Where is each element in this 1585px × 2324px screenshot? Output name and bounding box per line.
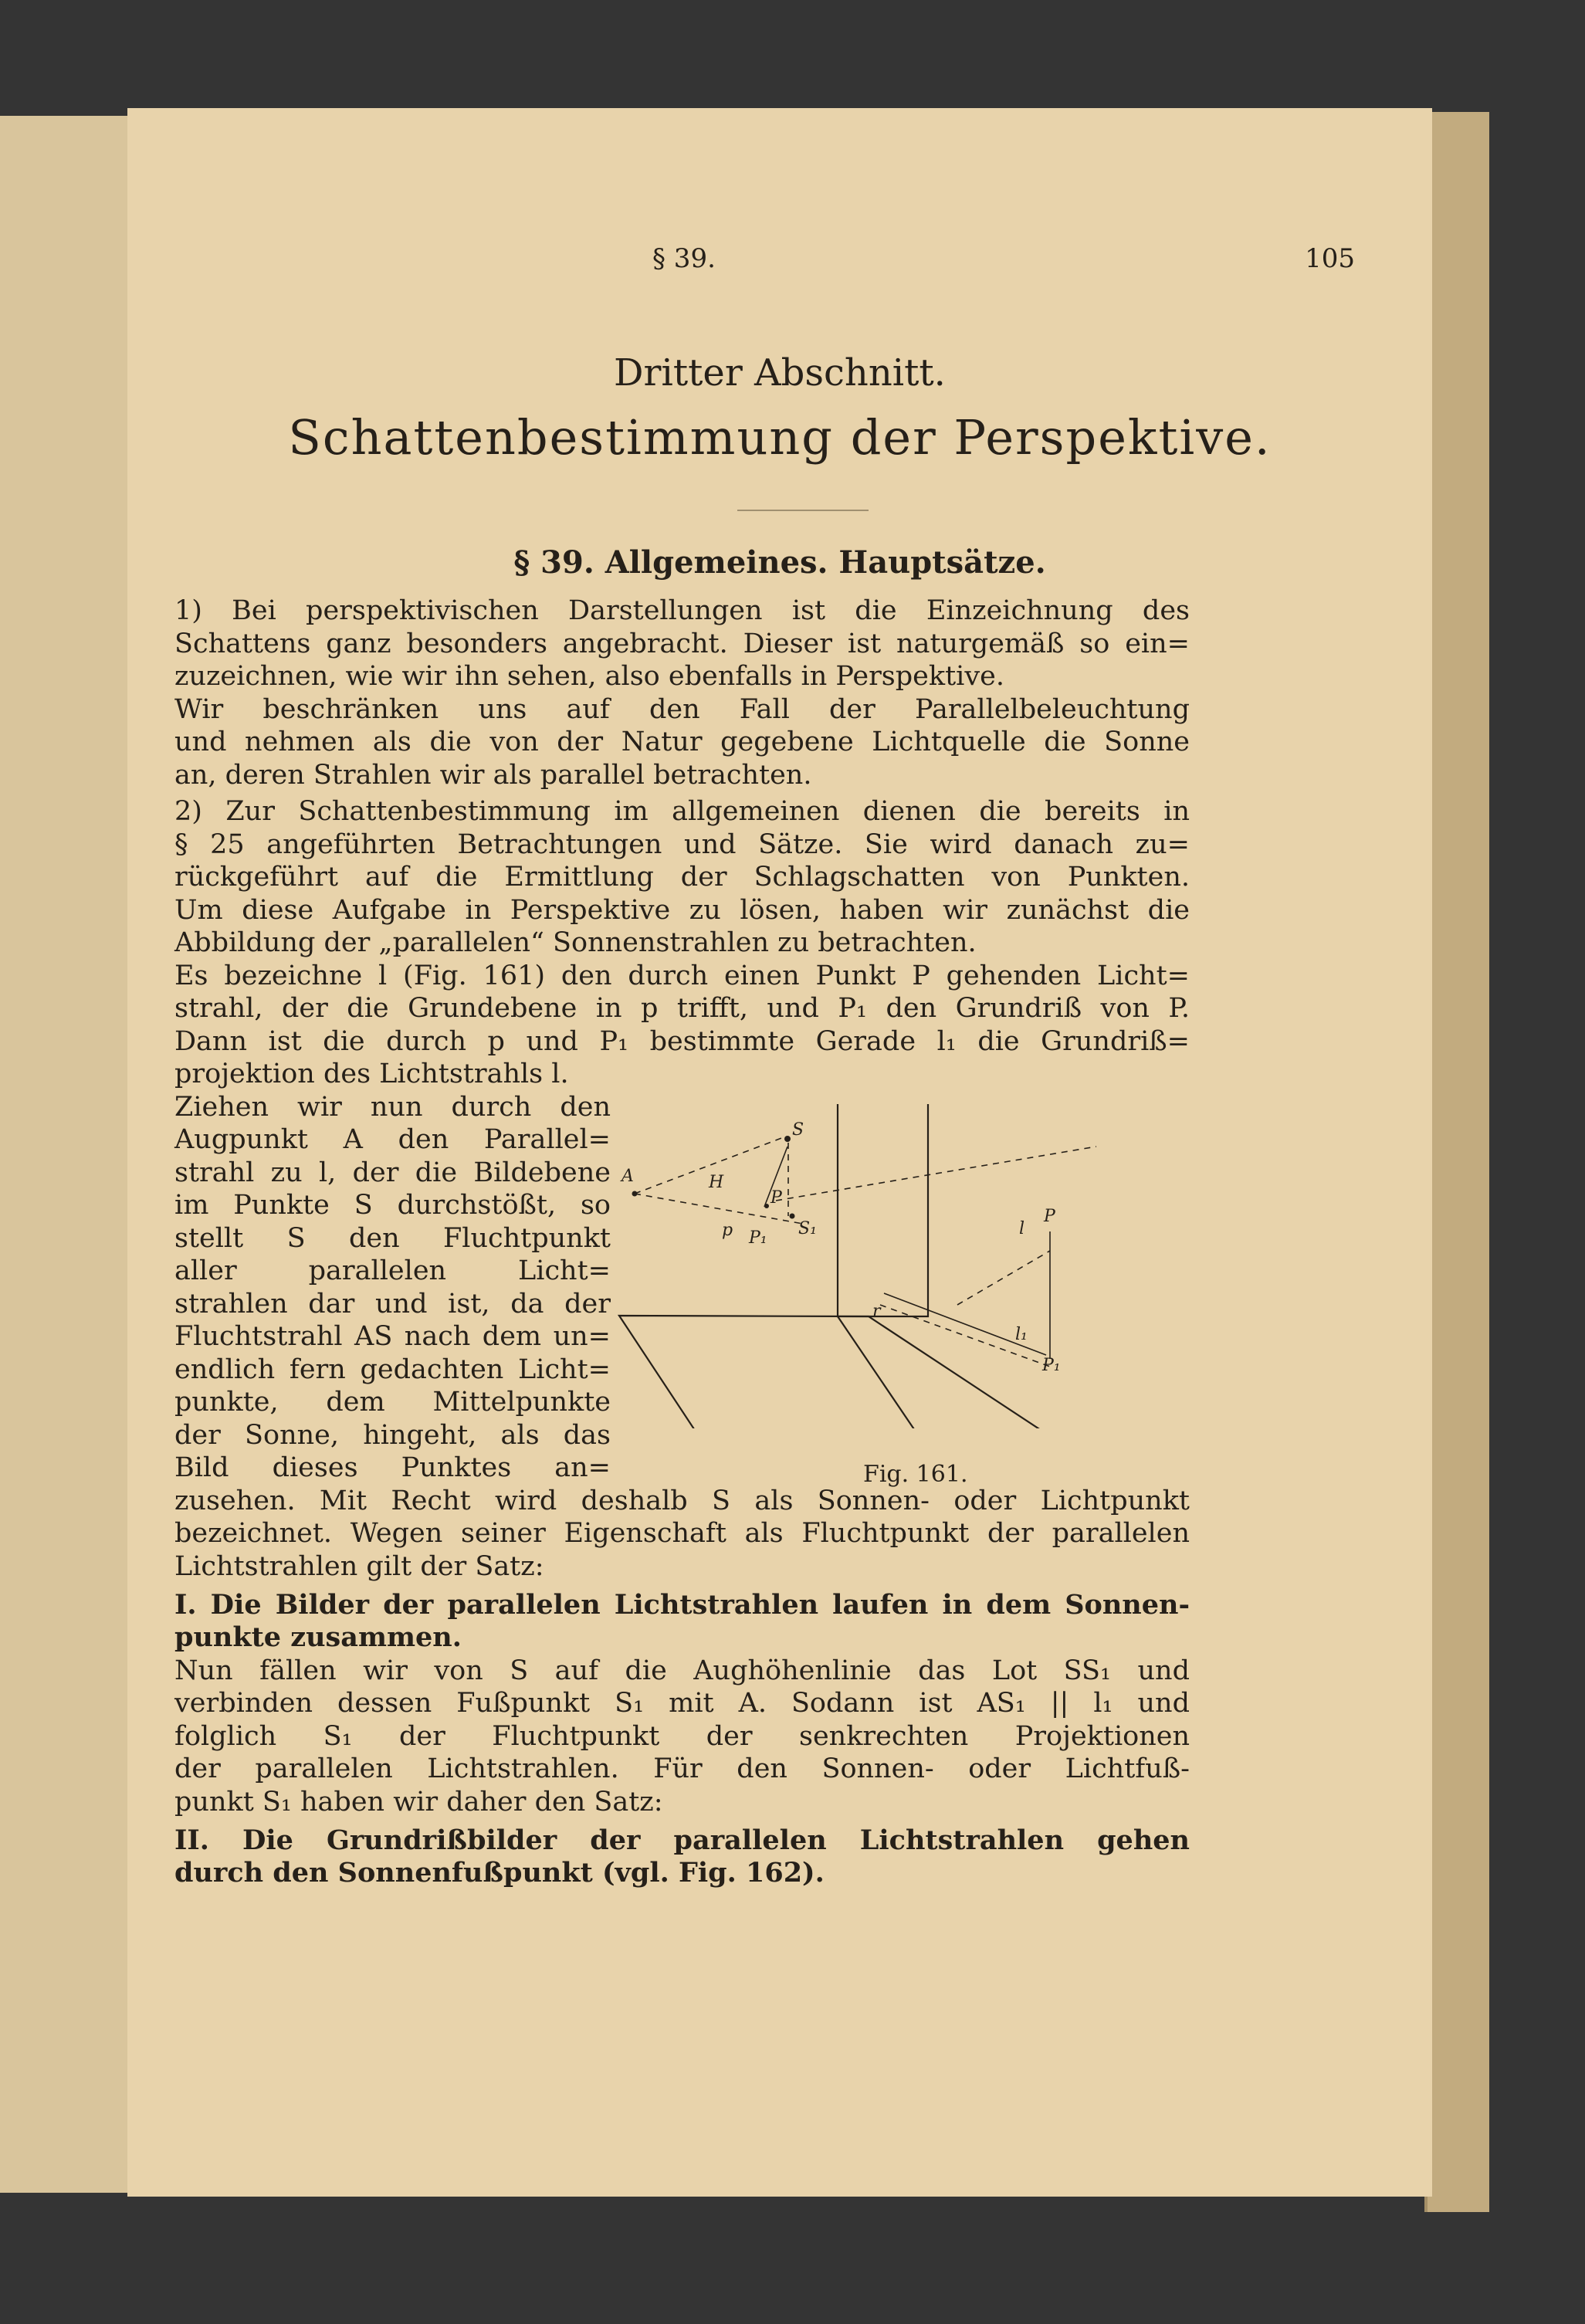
figure-caption: Fig. 161. xyxy=(863,1461,968,1488)
label-A: A xyxy=(621,1167,634,1186)
theorem-2 xyxy=(174,1824,1190,1890)
text-line: Es bezeichne l (Fig. 161) den durch einen Punkt P gehenden Licht= xyxy=(174,960,1190,991)
text-line: II. Die Grundrißbilder der parallelen Lichtstrahlen gehen xyxy=(174,1824,1190,1856)
text-line: verbinden dessen Fußpunkt S₁ mit A. Sodann ist AS₁ || l₁ und xyxy=(174,1688,1190,1719)
figure-161 xyxy=(618,1104,1189,1428)
header-section: § 39. xyxy=(652,243,716,274)
light-ray-l xyxy=(776,1147,1096,1201)
text-line: Nun fällen wir von S auf die Aughöhenlinie das Lot SS₁ und xyxy=(174,1655,1190,1686)
paragraph-4 xyxy=(174,960,1190,1091)
label-H: H xyxy=(709,1173,724,1192)
point-S xyxy=(784,1136,791,1142)
text-line: § 25 angeführten Betrachtungen und Sätze. Sie wird danach zu= xyxy=(174,828,1190,860)
theorem-1 xyxy=(174,1589,1190,1655)
text-line: zuzeichnen, wie wir ihn sehen, also ebenfalls in Perspektive. xyxy=(174,661,1004,692)
label-S1: S₁ xyxy=(798,1219,817,1238)
text-line: strahlen dar und ist, da der xyxy=(174,1288,611,1320)
text-line: der parallelen Lichtstrahlen. Für den Sonnen- oder Lichtfuß- xyxy=(174,1753,1190,1784)
title-rule xyxy=(737,510,869,511)
text-line: an, deren Strahlen wir als parallel betrachten. xyxy=(174,759,812,791)
text-line: stellt S den Fluchtpunkt xyxy=(174,1222,611,1254)
text-line: punkte, dem Mittelpunkte xyxy=(174,1387,611,1418)
ray-r xyxy=(884,1293,1046,1355)
paragraph-6 xyxy=(174,1655,1190,1819)
text-line: Um diese Aufgabe in Perspektive zu lösen, haben wir zunächst die xyxy=(174,894,1190,926)
plane-fold-line xyxy=(838,1316,919,1428)
text-line: im Punkte S durchstößt, so xyxy=(174,1190,611,1221)
paragraph-5-narrow xyxy=(174,1091,611,1485)
label-P1: P₁ xyxy=(749,1228,767,1248)
text-line: Abbildung der „parallelen“ Sonnenstrahlen zu betrachten. xyxy=(174,927,977,958)
text-line: punkte zusammen. xyxy=(174,1621,462,1653)
chapter-title: Schattenbestimmung der Perspektive. xyxy=(288,409,1272,466)
text-line: 1) Bei perspektivischen Darstellungen ist die Einzeichnung des xyxy=(174,595,1190,626)
label-P-right: P xyxy=(1044,1207,1055,1226)
label-l: l xyxy=(1019,1219,1025,1238)
paragraph-3 xyxy=(174,795,1190,960)
text-line: Dann ist die durch p und P₁ bestimmte Gerade l₁ die Grundriß= xyxy=(174,1025,1190,1057)
label-l1: l₁ xyxy=(1015,1325,1028,1344)
text-line: Augpunkt A den Parallel= xyxy=(174,1124,611,1155)
paragraph-2 xyxy=(174,693,1190,792)
running-header xyxy=(127,243,1432,290)
text-line: aller parallelen Licht= xyxy=(174,1255,611,1286)
picture-plane xyxy=(838,1104,928,1316)
text-line: und nehmen als die von der Natur gegebene Lichtquelle die Sonne xyxy=(174,727,1190,757)
text-line: strahl zu l, der die Bildebene xyxy=(174,1157,611,1188)
page-number: 105 xyxy=(1305,243,1355,274)
text-line: rückgeführt auf die Ermittlung der Schlagschatten von Punkten. xyxy=(174,862,1190,893)
text-line: punkt S₁ haben wir daher den Satz: xyxy=(174,1786,663,1818)
text-line: der Sonne, hingeht, als das xyxy=(174,1419,611,1451)
point-P xyxy=(764,1204,769,1208)
label-P1-right: P₁ xyxy=(1042,1356,1061,1375)
paragraph-5-continued xyxy=(174,1485,1190,1584)
ground-ray xyxy=(957,1251,1050,1305)
text-line: bezeichnet. Wegen seiner Eigenschaft als Fluchtpunkt der parallelen xyxy=(174,1518,1190,1549)
paragraph-1 xyxy=(174,595,1190,693)
text-line: strahl, der die Grundebene in p trifft, und P₁ den Grundriß von P. xyxy=(174,993,1190,1024)
text-line: Schattens ganz besonders angebracht. Dieser ist naturgemäß so ein= xyxy=(174,628,1190,659)
left-page-edge xyxy=(0,116,130,2193)
part-title: Dritter Abschnitt. xyxy=(614,351,946,395)
text-line: endlich fern gedachten Licht= xyxy=(174,1353,611,1385)
label-P: P xyxy=(770,1188,782,1208)
text-line: durch den Sonnenfußpunkt (vgl. Fig. 162). xyxy=(174,1857,825,1889)
text-line: projektion des Lichtstrahls l. xyxy=(174,1059,569,1089)
section-heading: § 39. Allgemeines. Hauptsätze. xyxy=(513,544,1046,581)
text-line: Bild dieses Punktes an= xyxy=(174,1452,611,1483)
label-p: p xyxy=(722,1221,733,1240)
text-line: Fluchtstrahl AS nach dem un= xyxy=(174,1321,611,1352)
label-S: S xyxy=(792,1120,804,1140)
label-r: r xyxy=(872,1302,881,1321)
text-line: zusehen. Mit Recht wird deshalb S als Sonnen- oder Lichtpunkt xyxy=(174,1485,1190,1516)
book-page-edges xyxy=(1424,112,1489,2212)
text-line: folglich S₁ der Fluchtpunkt der senkrechten Projektionen xyxy=(174,1720,1190,1752)
ground-plane xyxy=(619,1316,1050,1428)
text-line: 2) Zur Schattenbestimmung im allgemeinen dienen die bereits in xyxy=(174,796,1190,827)
text-line: Lichtstrahlen gilt der Satz: xyxy=(174,1550,544,1582)
text-line: Ziehen wir nun durch den xyxy=(174,1091,611,1123)
text-line: I. Die Bilder der parallelen Lichtstrahlen laufen in dem Sonnen- xyxy=(174,1588,1190,1621)
text-line: Wir beschränken uns auf den Fall der Parallelbeleuchtung xyxy=(174,693,1190,725)
point-A xyxy=(632,1191,638,1197)
point-S1 xyxy=(790,1214,795,1219)
book-page xyxy=(127,108,1432,2197)
